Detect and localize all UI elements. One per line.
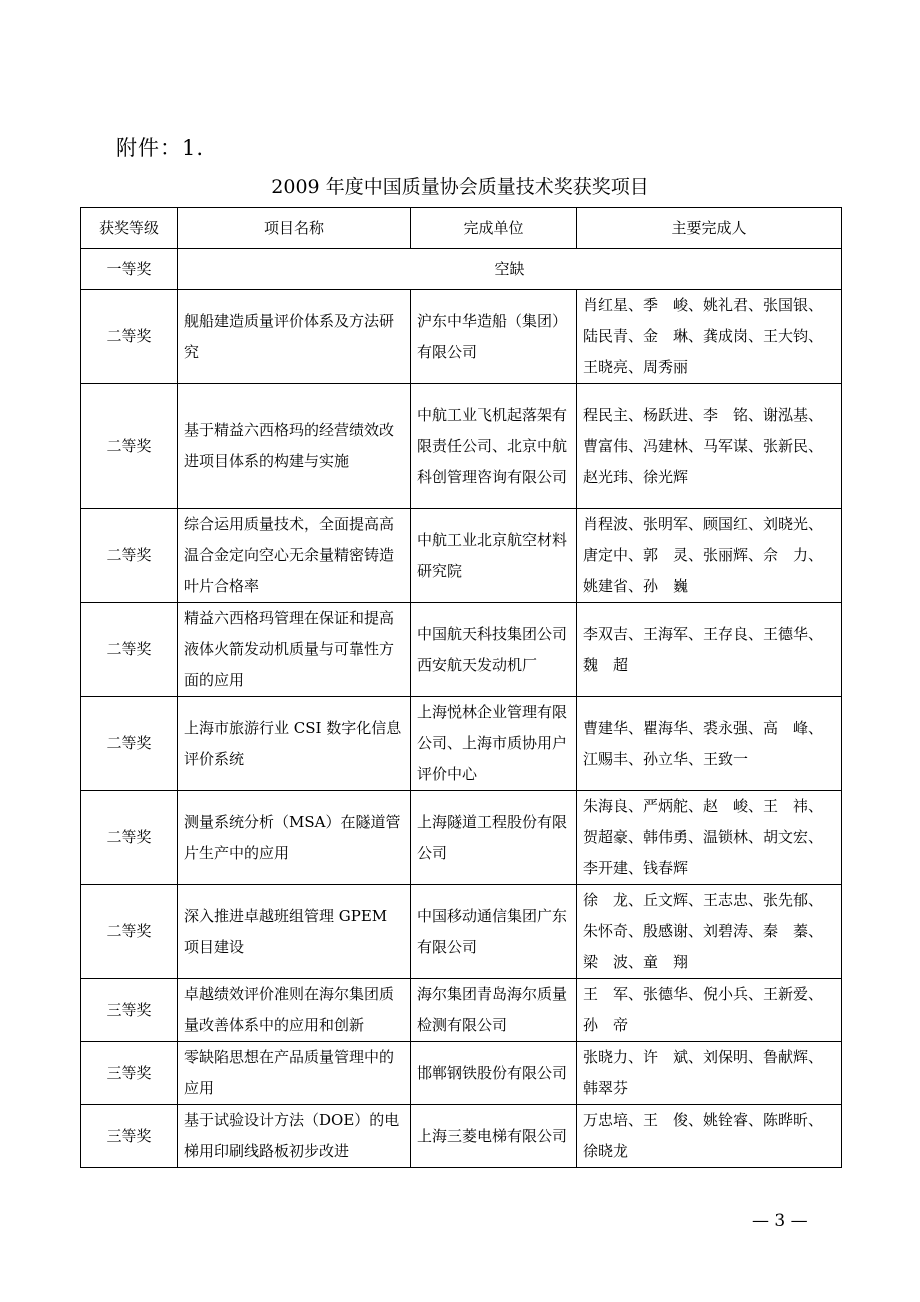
table-row [81,290,842,384]
table-row [81,603,842,697]
row-people: 肖程波、张明军、顾国红、刘晓光、唐定中、郭 灵、张丽辉、佘 力、姚建省、孙 巍 [577,509,842,603]
row-people: 张晓力、许 斌、刘保明、鲁献辉、韩翠芬 [577,1042,842,1105]
first-prize-note: 空缺 [178,249,842,290]
row-unit: 上海三菱电梯有限公司 [411,1105,577,1168]
row-level: 二等奖 [81,509,178,603]
row-unit: 邯郸钢铁股份有限公司 [411,1042,577,1105]
first-prize-row [81,249,842,290]
row-level: 二等奖 [81,791,178,885]
table-row [81,1042,842,1105]
row-unit: 上海悦林企业管理有限公司、上海市质协用户评价中心 [411,697,577,791]
row-people: 曹建华、瞿海华、裘永强、高 峰、江赐丰、孙立华、王致一 [577,697,842,791]
row-level: 三等奖 [81,1105,178,1168]
row-people: 徐 龙、丘文辉、王志忠、张先郁、朱怀奇、殷感谢、刘碧涛、秦 蓁、梁 波、童 翔 [577,885,842,979]
row-people: 万忠培、王 俊、姚铨睿、陈晔昕、徐晓龙 [577,1105,842,1168]
row-unit: 海尔集团青岛海尔质量检测有限公司 [411,979,577,1042]
row-level: 二等奖 [81,384,178,509]
header-level: 获奖等级 [81,208,178,249]
table-row [81,791,842,885]
row-unit: 中航工业飞机起落架有限责任公司、北京中航科创管理咨询有限公司 [411,384,577,509]
row-level: 二等奖 [81,290,178,384]
table-row [81,697,842,791]
row-unit: 上海隧道工程股份有限公司 [411,791,577,885]
row-people: 李双吉、王海军、王存良、王德华、魏 超 [577,603,842,697]
row-project: 舰船建造质量评价体系及方法研究 [178,290,411,384]
row-project: 综合运用质量技术，全面提高高温合金定向空心无余量精密铸造叶片合格率 [178,509,411,603]
row-level: 二等奖 [81,885,178,979]
row-unit: 中航工业北京航空材料研究院 [411,509,577,603]
first-prize-level: 一等奖 [81,249,178,290]
row-project: 基于精益六西格玛的经营绩效改进项目体系的构建与实施 [178,384,411,509]
table-row [81,979,842,1042]
row-project: 深入推进卓越班组管理 GPEM 项目建设 [178,885,411,979]
row-people: 肖红星、季 峻、姚礼君、张国银、陆民青、金 琳、龚成岗、王大钧、王晓亮、周秀丽 [577,290,842,384]
table-row [81,509,842,603]
row-level: 三等奖 [81,1042,178,1105]
row-level: 二等奖 [81,603,178,697]
header-project: 项目名称 [178,208,411,249]
awards-table [80,207,842,1168]
row-project: 精益六西格玛管理在保证和提高液体火箭发动机质量与可靠性方面的应用 [178,603,411,697]
table-header-row [81,208,842,249]
row-level: 三等奖 [81,979,178,1042]
row-project: 上海市旅游行业 CSI 数字化信息评价系统 [178,697,411,791]
table-row [81,1105,842,1168]
row-level: 二等奖 [81,697,178,791]
attachment-label: 附件：1. [116,136,205,160]
row-people: 王 军、张德华、倪小兵、王新爱、孙 帝 [577,979,842,1042]
row-unit: 中国航天科技集团公司西安航天发动机厂 [411,603,577,697]
header-unit: 完成单位 [411,208,577,249]
row-project: 卓越绩效评价准则在海尔集团质量改善体系中的应用和创新 [178,979,411,1042]
row-people: 程民主、杨跃进、李 铭、谢泓基、曹富伟、冯建林、马军谋、张新民、赵光玮、徐光辉 [577,384,842,509]
header-people: 主要完成人 [577,208,842,249]
page-number: — 3 — [752,1211,808,1231]
row-project: 基于试验设计方法（DOE）的电梯用印刷线路板初步改进 [178,1105,411,1168]
table-row [81,885,842,979]
row-people: 朱海良、严炳舵、赵 峻、王 祎、贺超豪、韩伟勇、温锁林、胡文宏、李开建、钱春辉 [577,791,842,885]
row-unit: 中国移动通信集团广东有限公司 [411,885,577,979]
table-row [81,384,842,509]
row-unit: 沪东中华造船（集团）有限公司 [411,290,577,384]
row-project: 测量系统分析（MSA）在隧道管片生产中的应用 [178,791,411,885]
row-project: 零缺陷思想在产品质量管理中的应用 [178,1042,411,1105]
document-title: 2009 年度中国质量协会质量技术奖获奖项目 [271,176,649,198]
